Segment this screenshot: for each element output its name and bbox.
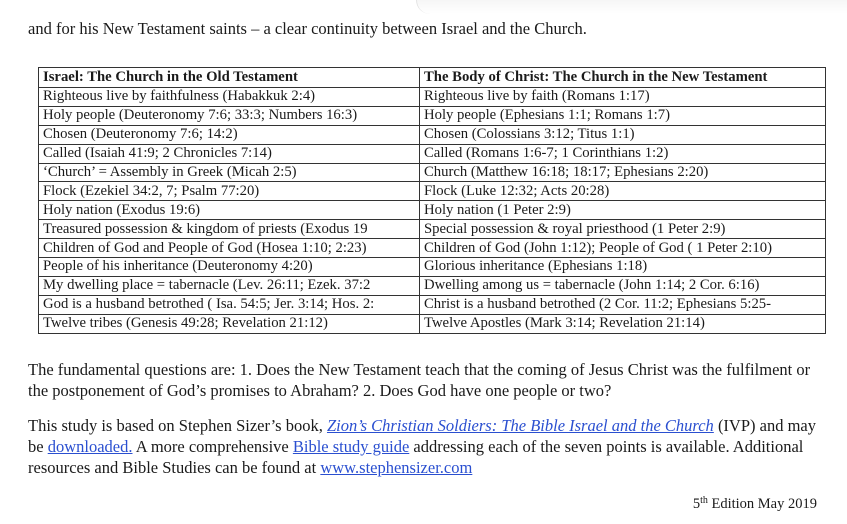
new-testament-cell: Christ is a husband betrothed (2 Cor. 11:2; Ephesians 5:25- — [420, 295, 826, 314]
new-testament-cell: Glorious inheritance (Ephesians 1:18) — [420, 258, 826, 277]
new-testament-cell: Chosen (Colossians 3:12; Titus 1:1) — [420, 125, 826, 144]
old-testament-cell: Treasured possession & kingdom of priests (Exodus 19 — [39, 220, 420, 239]
study-text-3: A more comprehensive — [132, 437, 293, 456]
new-testament-cell: Twelve Apostles (Mark 3:14; Revelation 21:14) — [420, 314, 826, 333]
edition-number: 5 — [692, 496, 701, 512]
table-row — [39, 163, 826, 182]
study-text-2: (IVP) and may be — [28, 416, 816, 456]
table-row — [39, 239, 826, 258]
questions-paragraph: The fundamental questions are: 1. Does the New Testament teach that the coming of Jesus Christ was the fulfilment or the postponement of God’s promises to Abraham? 2. Does God have one people or two? — [28, 360, 811, 400]
old-testament-cell: ‘Church’ = Assembly in Greek (Micah 2:5) — [39, 163, 420, 182]
edition-suffix: th — [700, 495, 708, 506]
download-link[interactable]: downloaded. — [47, 437, 133, 456]
table-row — [39, 182, 826, 201]
old-testament-cell: Children of God and People of God (Hosea 1:10; 2:23) — [39, 239, 420, 258]
new-testament-cell: Dwelling among us = tabernacle (John 1:14; 2 Cor. 6:16) — [420, 276, 826, 295]
old-testament-cell: Called (Isaiah 41:9; 2 Chronicles 7:14) — [39, 144, 420, 163]
old-testament-cell: Flock (Ezekiel 34:2, 7; Psalm 77:20) — [39, 182, 420, 201]
old-testament-cell: Chosen (Deuteronomy 7:6; 14:2) — [39, 125, 420, 144]
table-row — [39, 144, 826, 163]
study-text-1: This study is based on Stephen Sizer’s book, — [28, 416, 327, 435]
table-row — [39, 220, 826, 239]
bible-study-guide-link[interactable]: Bible study guide — [292, 437, 410, 456]
intro-line: and for his New Testament saints – a clear continuity between Israel and the Church. — [28, 19, 587, 38]
study-paragraph — [28, 415, 828, 478]
edition-note — [693, 495, 817, 513]
table-row — [39, 258, 826, 277]
table-row — [39, 125, 826, 144]
new-testament-cell: Holy nation (1 Peter 2:9) — [420, 201, 826, 220]
table-header-row — [39, 68, 826, 88]
new-testament-cell: Flock (Luke 12:32; Acts 20:28) — [420, 182, 826, 201]
old-testament-cell: My dwelling place = tabernacle (Lev. 26:11; Ezek. 37:2 — [39, 276, 420, 295]
table-row — [39, 314, 826, 333]
page-corner-shade — [416, 0, 847, 14]
new-testament-cell: Called (Romans 1:6-7; 1 Corinthians 1:2) — [420, 144, 826, 163]
table-row — [39, 276, 826, 295]
study-text-4: addressing each of the seven points is available. Additional resources and Bible Studies can be found at — [28, 437, 804, 477]
table-row — [39, 106, 826, 125]
new-testament-cell: Righteous live by faith (Romans 1:17) — [420, 88, 826, 107]
new-testament-cell: Church (Matthew 16:18; 18:17; Ephesians 2:20) — [420, 163, 826, 182]
edition-text: Edition May 2019 — [707, 496, 817, 512]
old-testament-cell: Twelve tribes (Genesis 49:28; Revelation 21:12) — [39, 314, 420, 333]
old-testament-cell: Righteous live by faithfulness (Habakkuk 2:4) — [39, 88, 420, 107]
comparison-table — [38, 67, 826, 334]
old-testament-cell: People of his inheritance (Deuteronomy 4:20) — [39, 258, 420, 277]
header-old-testament: Israel: The Church in the Old Testament — [39, 68, 420, 88]
new-testament-cell: Children of God (John 1:12); People of God ( 1 Peter 2:10) — [420, 239, 826, 258]
new-testament-cell: Special possession & royal priesthood (1 Peter 2:9) — [420, 220, 826, 239]
table-row — [39, 201, 826, 220]
book-title-link[interactable]: Zion’s Christian Soldiers: The Bible Israel and the Church — [326, 416, 714, 435]
table-body — [39, 88, 826, 334]
old-testament-cell: Holy nation (Exodus 19:6) — [39, 201, 420, 220]
website-link[interactable]: www.stephensizer.com — [320, 458, 473, 477]
new-testament-cell: Holy people (Ephesians 1:1; Romans 1:7) — [420, 106, 826, 125]
table-row — [39, 295, 826, 314]
old-testament-cell: God is a husband betrothed ( Isa. 54:5; Jer. 3:14; Hos. 2: — [39, 295, 420, 314]
table-row — [39, 88, 826, 107]
old-testament-cell: Holy people (Deuteronomy 7:6; 33:3; Numbers 16:3) — [39, 106, 420, 125]
header-new-testament: The Body of Christ: The Church in the New Testament — [420, 68, 826, 88]
